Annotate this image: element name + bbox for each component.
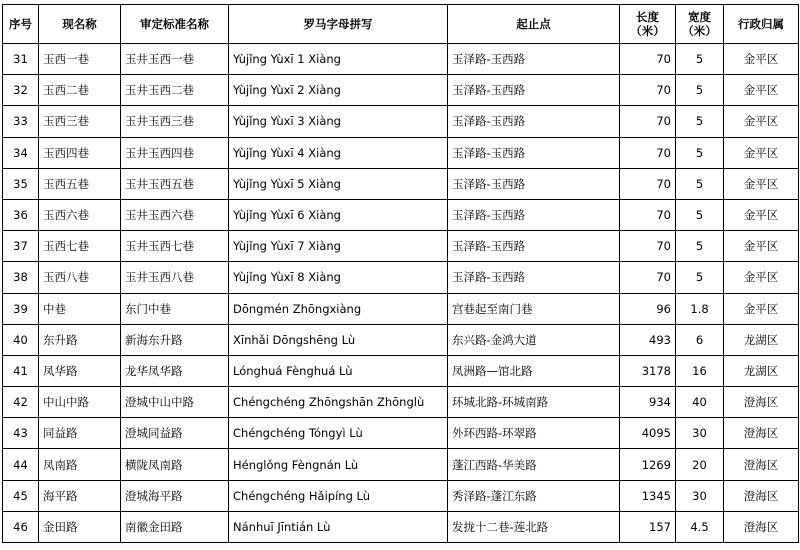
cell-start-end: 秀泽路-蓬江东路	[448, 480, 620, 511]
cell-no: 40	[3, 324, 39, 355]
cell-length: 70	[620, 75, 676, 106]
cell-current-name: 凤华路	[39, 355, 121, 386]
cell-length: 70	[620, 137, 676, 168]
cell-width: 5	[676, 168, 724, 199]
header-width	[676, 5, 724, 44]
cell-start-end: 宫巷起至南门巷	[448, 293, 620, 324]
cell-length: 934	[620, 387, 676, 418]
cell-approved-name: 横陇凤南路	[121, 449, 229, 480]
cell-approved-name: 玉井玉西五巷	[121, 168, 229, 199]
cell-approved-name: 玉井玉西二巷	[121, 75, 229, 106]
cell-width: 16	[676, 355, 724, 386]
cell-approved-name: 玉井玉西七巷	[121, 231, 229, 262]
cell-width: 5	[676, 231, 724, 262]
table-row	[3, 480, 799, 511]
cell-length: 70	[620, 106, 676, 137]
cell-width: 30	[676, 418, 724, 449]
cell-width: 5	[676, 262, 724, 293]
cell-approved-name: 澄城海平路	[121, 480, 229, 511]
cell-district: 金平区	[724, 262, 799, 293]
cell-romanization: Yùjǐng Yùxī 1 Xiàng	[229, 44, 448, 75]
table-row	[3, 44, 799, 75]
cell-district: 龙湖区	[724, 355, 799, 386]
cell-district: 金平区	[724, 231, 799, 262]
table-row	[3, 75, 799, 106]
cell-current-name: 金田路	[39, 511, 121, 542]
cell-no: 46	[3, 511, 39, 542]
cell-romanization: Chéngchéng Zhōngshān Zhōnglù	[229, 387, 448, 418]
cell-width: 5	[676, 106, 724, 137]
cell-approved-name: 龙华凤华路	[121, 355, 229, 386]
cell-current-name: 玉西二巷	[39, 75, 121, 106]
cell-romanization: Yùjǐng Yùxī 4 Xiàng	[229, 137, 448, 168]
cell-approved-name: 玉井玉西六巷	[121, 199, 229, 230]
cell-length: 4095	[620, 418, 676, 449]
cell-romanization: Yùjǐng Yùxī 8 Xiàng	[229, 262, 448, 293]
cell-district: 金平区	[724, 168, 799, 199]
header-length	[620, 5, 676, 44]
cell-romanization: Yùjǐng Yùxī 6 Xiàng	[229, 199, 448, 230]
header-no: 序号	[3, 5, 39, 44]
cell-district: 澄海区	[724, 387, 799, 418]
cell-district: 澄海区	[724, 418, 799, 449]
cell-current-name: 海平路	[39, 480, 121, 511]
cell-no: 35	[3, 168, 39, 199]
cell-start-end: 玉泽路-玉西路	[448, 106, 620, 137]
cell-current-name: 玉西四巷	[39, 137, 121, 168]
cell-no: 31	[3, 44, 39, 75]
header-approved-name: 审定标准名称	[121, 5, 229, 44]
cell-start-end: 蓬江西路-华美路	[448, 449, 620, 480]
cell-district: 金平区	[724, 199, 799, 230]
cell-width: 6	[676, 324, 724, 355]
cell-width: 5	[676, 137, 724, 168]
cell-district: 金平区	[724, 293, 799, 324]
cell-no: 36	[3, 199, 39, 230]
cell-approved-name: 玉井玉西四巷	[121, 137, 229, 168]
cell-width: 5	[676, 44, 724, 75]
cell-length: 70	[620, 231, 676, 262]
cell-district: 澄海区	[724, 449, 799, 480]
table-row	[3, 418, 799, 449]
cell-no: 43	[3, 418, 39, 449]
cell-start-end: 凤洲路—馆北路	[448, 355, 620, 386]
cell-romanization: Lónghuá Fènghuá Lù	[229, 355, 448, 386]
cell-no: 42	[3, 387, 39, 418]
cell-district: 金平区	[724, 44, 799, 75]
cell-district: 澄海区	[724, 511, 799, 542]
header-start-end: 起止点	[448, 5, 620, 44]
header-row	[3, 5, 799, 44]
cell-no: 44	[3, 449, 39, 480]
cell-length: 1345	[620, 480, 676, 511]
cell-length: 157	[620, 511, 676, 542]
cell-approved-name: 玉井玉西八巷	[121, 262, 229, 293]
table-row	[3, 199, 799, 230]
table-row	[3, 262, 799, 293]
cell-approved-name: 南徽金田路	[121, 511, 229, 542]
table-body	[3, 44, 799, 543]
cell-approved-name: 新海东升路	[121, 324, 229, 355]
cell-romanization: Chéngchéng Hǎipíng Lù	[229, 480, 448, 511]
table-row	[3, 168, 799, 199]
cell-current-name: 玉西八巷	[39, 262, 121, 293]
cell-width: 5	[676, 199, 724, 230]
cell-start-end: 玉泽路-玉西路	[448, 75, 620, 106]
header-length-unit: （米）	[630, 24, 665, 38]
cell-current-name: 玉西六巷	[39, 199, 121, 230]
cell-current-name: 同益路	[39, 418, 121, 449]
table-row	[3, 449, 799, 480]
cell-current-name: 凤南路	[39, 449, 121, 480]
cell-start-end: 玉泽路-玉西路	[448, 168, 620, 199]
cell-no: 34	[3, 137, 39, 168]
cell-current-name: 玉西五巷	[39, 168, 121, 199]
cell-current-name: 玉西一巷	[39, 44, 121, 75]
cell-length: 1269	[620, 449, 676, 480]
cell-start-end: 环城北路-环城南路	[448, 387, 620, 418]
header-district: 行政归属	[724, 5, 799, 44]
cell-length: 70	[620, 44, 676, 75]
cell-no: 38	[3, 262, 39, 293]
cell-start-end: 玉泽路-玉西路	[448, 137, 620, 168]
cell-length: 3178	[620, 355, 676, 386]
cell-current-name: 中山中路	[39, 387, 121, 418]
cell-approved-name: 玉井玉西一巷	[121, 44, 229, 75]
cell-current-name: 玉西三巷	[39, 106, 121, 137]
header-width-label: 宽度	[688, 10, 711, 24]
cell-romanization: Yùjǐng Yùxī 2 Xiàng	[229, 75, 448, 106]
cell-start-end: 玉泽路-玉西路	[448, 231, 620, 262]
cell-district: 澄海区	[724, 480, 799, 511]
header-current-name: 现名称	[39, 5, 121, 44]
cell-no: 33	[3, 106, 39, 137]
cell-width: 5	[676, 75, 724, 106]
cell-start-end: 外环西路-环翠路	[448, 418, 620, 449]
cell-width: 1.8	[676, 293, 724, 324]
table-row	[3, 511, 799, 542]
cell-start-end: 玉泽路-玉西路	[448, 262, 620, 293]
cell-romanization: Yùjǐng Yùxī 5 Xiàng	[229, 168, 448, 199]
cell-romanization: Chéngchéng Tóngyì Lù	[229, 418, 448, 449]
cell-romanization: Dōngmén Zhōngxiàng	[229, 293, 448, 324]
cell-romanization: Yùjǐng Yùxī 3 Xiàng	[229, 106, 448, 137]
table-row	[3, 137, 799, 168]
cell-width: 30	[676, 480, 724, 511]
cell-approved-name: 东门中巷	[121, 293, 229, 324]
cell-current-name: 东升路	[39, 324, 121, 355]
cell-width: 20	[676, 449, 724, 480]
table-row	[3, 355, 799, 386]
cell-length: 70	[620, 168, 676, 199]
cell-romanization: Nánhuī Jīntián Lù	[229, 511, 448, 542]
cell-start-end: 东兴路-金鸿大道	[448, 324, 620, 355]
cell-length: 70	[620, 262, 676, 293]
header-length-label: 长度	[636, 10, 659, 24]
cell-width: 40	[676, 387, 724, 418]
cell-width: 4.5	[676, 511, 724, 542]
cell-length: 70	[620, 199, 676, 230]
cell-district: 金平区	[724, 75, 799, 106]
cell-district: 金平区	[724, 106, 799, 137]
street-names-table	[2, 4, 799, 543]
table-row	[3, 324, 799, 355]
cell-approved-name: 澄城同益路	[121, 418, 229, 449]
cell-no: 37	[3, 231, 39, 262]
cell-no: 45	[3, 480, 39, 511]
cell-romanization: Yùjǐng Yùxī 7 Xiàng	[229, 231, 448, 262]
cell-no: 39	[3, 293, 39, 324]
table-row	[3, 231, 799, 262]
cell-length: 493	[620, 324, 676, 355]
header-romanization: 罗马字母拼写	[229, 5, 448, 44]
cell-no: 41	[3, 355, 39, 386]
table-row	[3, 293, 799, 324]
cell-start-end: 发拢十二巷-莲北路	[448, 511, 620, 542]
cell-approved-name: 澄城中山中路	[121, 387, 229, 418]
cell-length: 96	[620, 293, 676, 324]
cell-start-end: 玉泽路-玉西路	[448, 199, 620, 230]
cell-current-name: 中巷	[39, 293, 121, 324]
table-row	[3, 106, 799, 137]
cell-approved-name: 玉井玉西三巷	[121, 106, 229, 137]
cell-romanization: Hénglǒng Fèngnán Lù	[229, 449, 448, 480]
cell-current-name: 玉西七巷	[39, 231, 121, 262]
table-row	[3, 387, 799, 418]
cell-district: 金平区	[724, 137, 799, 168]
header-width-unit: （米）	[682, 24, 717, 38]
cell-romanization: Xīnhǎi Dōngshēng Lù	[229, 324, 448, 355]
cell-start-end: 玉泽路-玉西路	[448, 44, 620, 75]
cell-no: 32	[3, 75, 39, 106]
cell-district: 龙湖区	[724, 324, 799, 355]
